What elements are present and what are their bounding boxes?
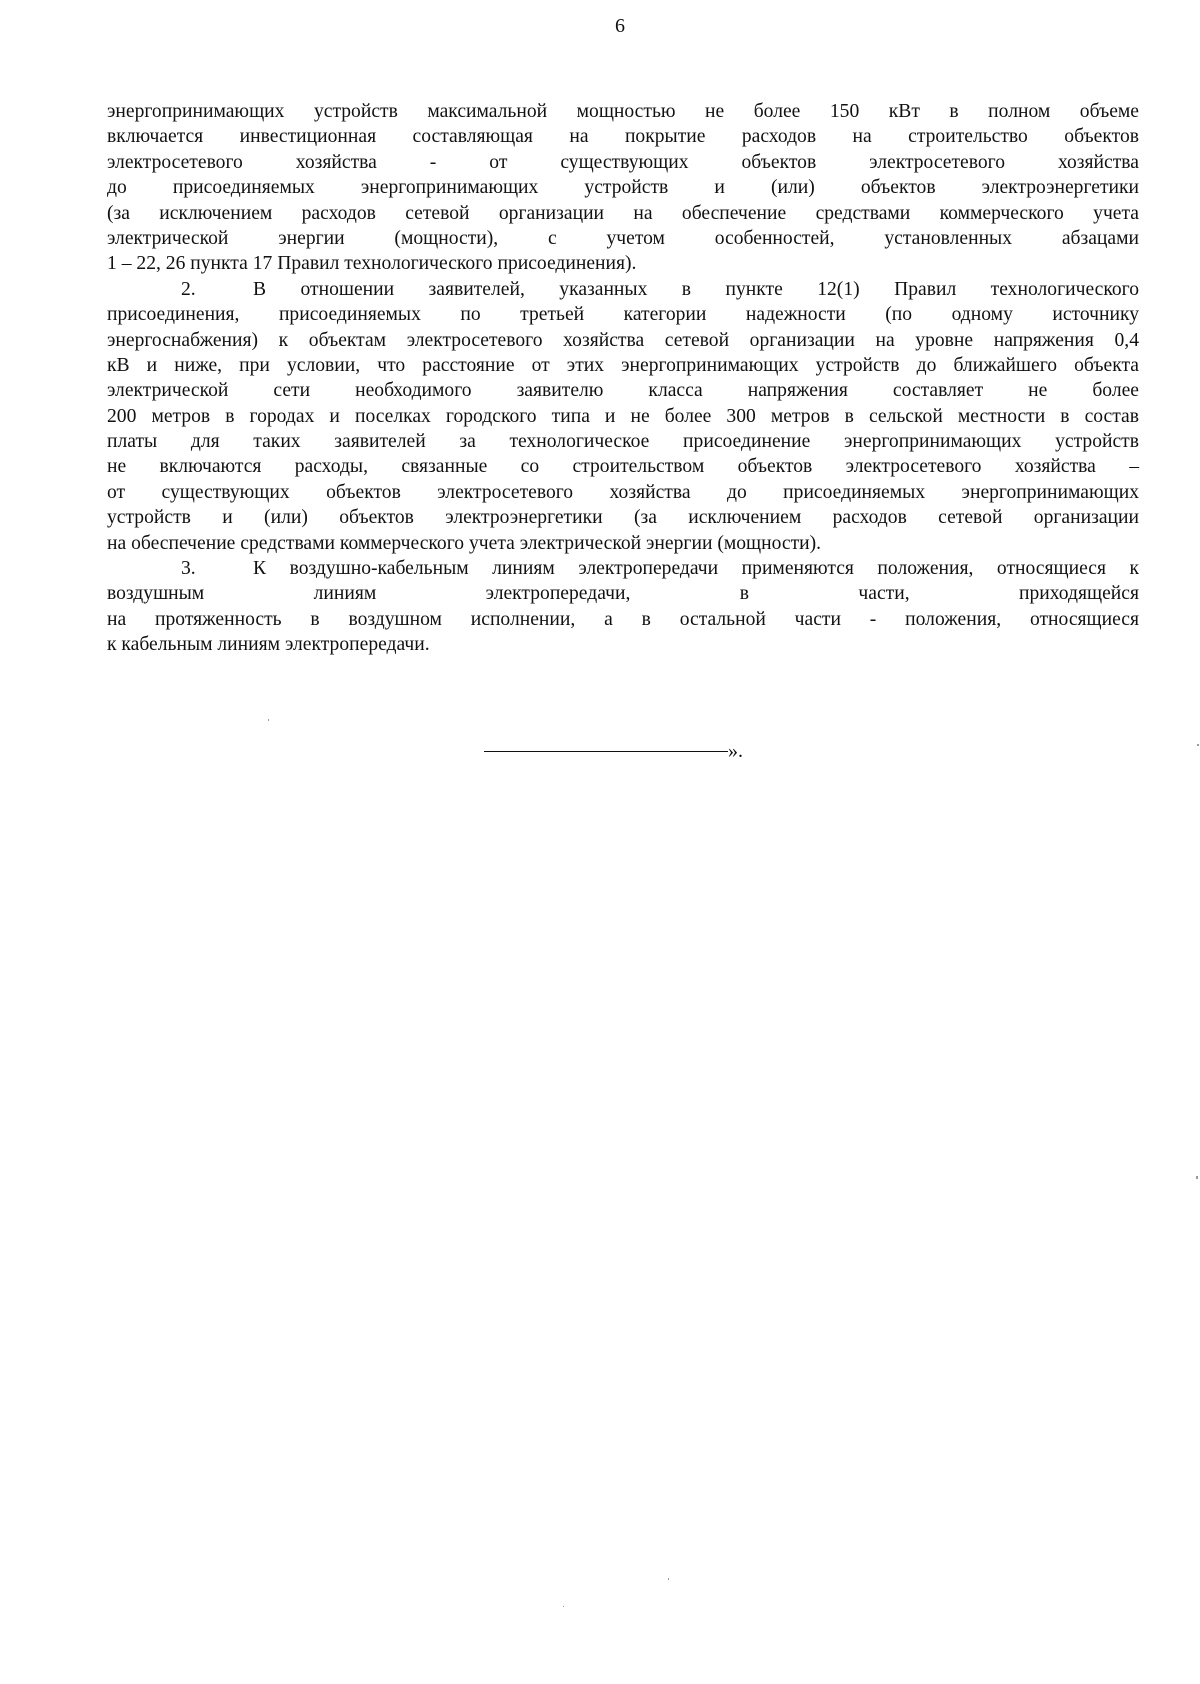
item-2-first-line-text: В отношении заявителей, указанных в пункте 12(1) Правил технологического	[253, 278, 1139, 300]
item-2-number: 2.	[181, 278, 196, 300]
closing-quote: ».	[728, 740, 743, 762]
item-3-number: 3.	[181, 558, 196, 580]
item-2-first-line	[107, 277, 1139, 302]
item-3-first-line	[107, 556, 1139, 581]
scan-speck	[268, 719, 269, 721]
scan-speck	[563, 1606, 564, 1607]
scan-speck	[1196, 1176, 1198, 1179]
text-line: устройств и (или) объектов электроэнергетики (за исключением расходов сетевой организации	[107, 507, 1139, 529]
text-line: электросетевого хозяйства - от существующих объектов электросетевого хозяйства	[107, 151, 1139, 173]
text-line: энергоснабжения) к объектам электросетевого хозяйства сетевой организации на уровне напряжения 0,4	[107, 329, 1139, 351]
text-line: платы для таких заявителей за технологическое присоединение энергопринимающих устройств	[107, 431, 1139, 453]
item-2-paragraph	[107, 277, 1139, 556]
text-line: на протяженность в воздушном исполнении, а в остальной части - положения, относящиеся	[107, 608, 1139, 630]
text-line: от существующих объектов электросетевого хозяйства до присоединяемых энергопринимающих	[107, 481, 1139, 503]
text-line: (за исключением расходов сетевой организации на обеспечение средствами коммерческого учета	[107, 202, 1139, 224]
scan-speck	[1197, 744, 1199, 746]
text-line: энергопринимающих устройств максимальной мощностью не более 150 кВт в полном объеме	[107, 101, 1139, 122]
text-line: на обеспечение средствами коммерческого учета электрической энергии (мощности).	[107, 532, 822, 554]
text-line: не включаются расходы, связанные со строительством объектов электросетевого хозяйства –	[107, 456, 1139, 478]
text-line: воздушным линиям электропередачи, в части, приходящейся	[107, 583, 1139, 605]
scan-speck	[668, 1578, 669, 1580]
text-line: 1 – 22, 26 пункта 17 Правил технологического присоединения).	[107, 253, 637, 275]
text-line: присоединения, присоединяемых по третьей категории надежности (по одному источнику	[107, 304, 1139, 326]
text-line: к кабельным линиям электропередачи.	[107, 634, 430, 656]
closing-mark	[484, 738, 743, 764]
document-body	[107, 99, 1139, 658]
text-line: до присоединяемых энергопринимающих устройств и (или) объектов электроэнергетики	[107, 177, 1139, 199]
text-line: кВ и ниже, при условии, что расстояние от этих энергопринимающих устройств до ближайшего объекта	[107, 354, 1139, 376]
text-line: включается инвестиционная составляющая на покрытие расходов на строительство объектов	[107, 126, 1139, 148]
page-number: 6	[615, 15, 625, 37]
item-3-paragraph	[107, 556, 1139, 658]
text-line: 200 метров в городах и поселках городского типа и не более 300 метров в сельской местности в состав	[107, 405, 1139, 427]
text-line: электрической энергии (мощности), с учетом особенностей, установленных абзацами	[107, 227, 1139, 249]
signature-rule	[484, 751, 728, 752]
text-line: электрической сети необходимого заявителю класса напряжения составляет не более	[107, 380, 1139, 402]
item-3-first-line-text: К воздушно-кабельным линиям электропередачи применяются положения, относящиеся к	[253, 558, 1139, 580]
